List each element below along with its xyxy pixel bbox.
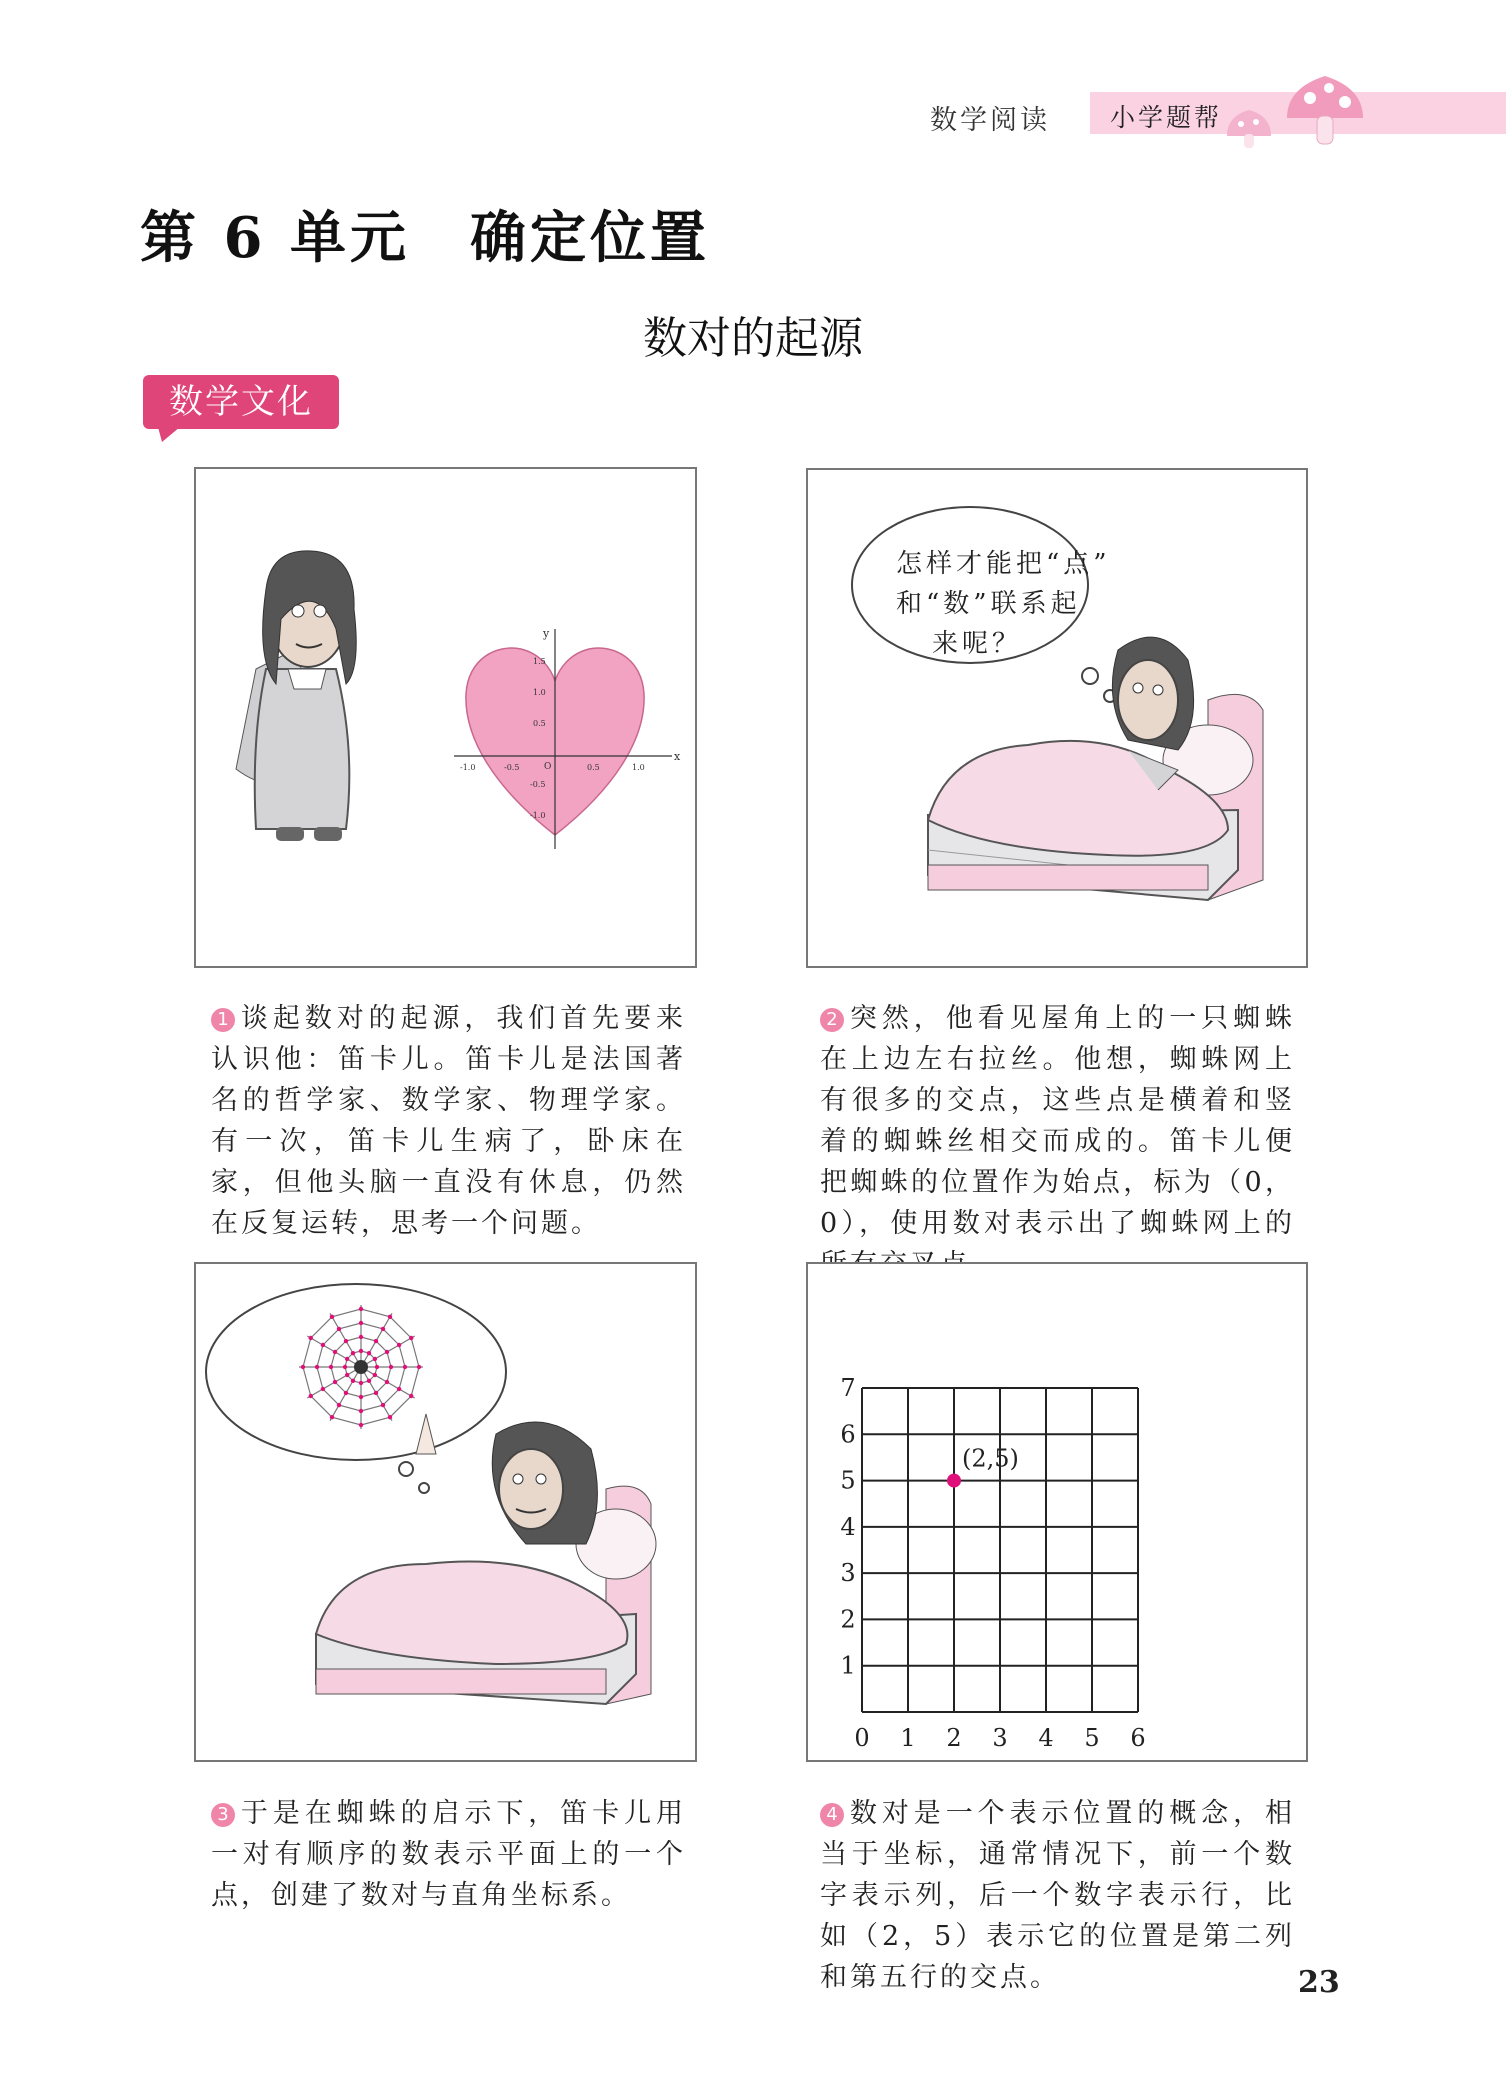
web-dot — [409, 1394, 413, 1398]
web-dot — [359, 1409, 363, 1413]
y-tick-label: 7 — [840, 1374, 856, 1402]
step-badge: 2 — [820, 1008, 844, 1032]
header-series-label: 数学阅读 — [930, 105, 1050, 136]
heart-x-label: x — [674, 750, 681, 763]
web-dot — [359, 1335, 363, 1339]
heart-origin: O — [544, 762, 552, 772]
web-dot — [301, 1365, 305, 1369]
web-dot — [351, 1379, 355, 1383]
x-tick-label: 1 — [900, 1724, 916, 1752]
caption-text: 数对是一个表示位置的概念，相当于坐标，通常情况下，前一个数字表示列，后一个数字表示行，比如（2，5）表示它的位置是第二列和第五行的交点。 — [820, 1798, 1295, 1993]
heart-x-tick: -0.5 — [504, 763, 520, 772]
web-dot — [385, 1380, 389, 1384]
web-dot — [409, 1336, 413, 1340]
web-dot — [333, 1380, 337, 1384]
heart-x-tick: -1.0 — [460, 763, 476, 772]
heart-y-tick: 1.5 — [533, 657, 546, 666]
heart-y-label: y — [543, 627, 550, 640]
tag-pointer — [158, 427, 180, 443]
x-tick-label: 2 — [946, 1724, 962, 1752]
web-dot — [344, 1339, 348, 1343]
descartes-heart-illustration — [196, 469, 695, 966]
web-dot — [397, 1343, 401, 1347]
heart-y-tick: -1.0 — [530, 811, 546, 820]
web-dot — [333, 1350, 337, 1354]
panel-2-illustration — [806, 468, 1308, 968]
step-badge: 4 — [820, 1803, 844, 1827]
step-badge: 3 — [211, 1803, 235, 1827]
web-dot — [403, 1365, 407, 1369]
caption-text: 突然，他看见屋角上的一只蜘蛛在上边左右拉丝。他想，蜘蛛网上有很多的交点，这些点是横着和竖着的蜘蛛丝相交而成的。笛卡儿便把蜘蛛的位置作为始点，标为（0，0），使用数对表示出了蜘蛛网上的 — [820, 1003, 1295, 1239]
heart-y-tick: -0.5 — [530, 780, 546, 789]
spider-web-illustration — [196, 1264, 695, 1760]
web-dot — [374, 1339, 378, 1343]
heart-x-tick: 1.0 — [632, 763, 645, 772]
web-dot — [321, 1343, 325, 1347]
web-dot — [321, 1387, 325, 1391]
y-tick-label: 5 — [840, 1466, 856, 1495]
page-number: 23 — [1298, 1965, 1340, 2000]
y-tick-label: 1 — [840, 1651, 856, 1680]
y-tick-label: 4 — [840, 1512, 856, 1541]
web-dot — [367, 1351, 371, 1355]
web-dot — [374, 1391, 378, 1395]
web-dot — [345, 1357, 349, 1361]
web-dot — [389, 1365, 393, 1369]
thought-bubble-line: 来呢？ — [932, 629, 1023, 659]
y-tick-label: 2 — [840, 1605, 856, 1634]
web-dot — [359, 1423, 363, 1427]
web-dot — [343, 1365, 347, 1369]
web-dot — [385, 1350, 389, 1354]
web-dot — [351, 1351, 355, 1355]
web-dot — [373, 1357, 377, 1361]
web-dot — [373, 1373, 377, 1377]
web-dot — [330, 1315, 334, 1319]
heart-plot — [454, 627, 681, 849]
x-tick-label: 4 — [1038, 1724, 1054, 1752]
caption-1 — [211, 998, 686, 1244]
section-tag: 数学文化 — [143, 375, 339, 429]
web-dot — [417, 1365, 421, 1369]
caption-4 — [820, 1793, 1295, 1998]
web-dot — [388, 1315, 392, 1319]
web-dot — [359, 1321, 363, 1325]
x-tick-label: 3 — [992, 1724, 1008, 1752]
unit-title: 第 6 单元 确定位置 — [140, 205, 710, 271]
web-dot — [381, 1403, 385, 1407]
web-dot — [397, 1387, 401, 1391]
thought-bubble-line: 怎样才能把“点” — [896, 549, 1111, 579]
web-dot — [315, 1365, 319, 1369]
web-dot — [309, 1336, 313, 1340]
x-tick-label: 6 — [1130, 1724, 1146, 1752]
heart-y-tick: 0.5 — [533, 719, 546, 728]
data-point-label: (2,5) — [962, 1444, 1019, 1473]
web-dot — [359, 1349, 363, 1353]
web-dot — [367, 1379, 371, 1383]
web-dot — [359, 1381, 363, 1385]
web-dot — [375, 1365, 379, 1369]
coordinate-grid — [808, 1264, 1306, 1760]
y-tick-label: 3 — [840, 1559, 856, 1588]
web-dot — [381, 1327, 385, 1331]
web-dot — [329, 1365, 333, 1369]
data-point — [947, 1474, 961, 1488]
caption-2 — [820, 998, 1295, 1285]
web-dot — [359, 1395, 363, 1399]
thought-bubble-line: 和“数”联系起 — [896, 589, 1081, 619]
panel-3-illustration — [194, 1262, 697, 1762]
web-dot — [345, 1373, 349, 1377]
panel-1-illustration — [194, 467, 697, 968]
y-tick-label: 6 — [840, 1420, 856, 1449]
panel-4-grid-chart — [806, 1262, 1308, 1762]
web-dot — [309, 1394, 313, 1398]
step-badge: 1 — [211, 1008, 235, 1032]
caption-3 — [211, 1793, 686, 1916]
spider-icon — [354, 1360, 368, 1374]
heart-y-tick: 1.0 — [533, 688, 546, 697]
web-dot — [337, 1327, 341, 1331]
caption-text: 于是在蜘蛛的启示下，笛卡儿用一对有顺序的数表示平面上的一个点，创建了数对与直角坐标系。 — [211, 1798, 686, 1911]
article-title: 数对的起源 — [643, 313, 863, 364]
web-dot — [359, 1307, 363, 1311]
x-tick-label: 5 — [1084, 1724, 1100, 1752]
heart-x-tick: 0.5 — [587, 763, 600, 772]
web-dot — [337, 1403, 341, 1407]
mushroom-icon — [1225, 58, 1365, 148]
web-dot — [344, 1391, 348, 1395]
x-tick-label: 0 — [854, 1724, 870, 1752]
web-dot — [388, 1415, 392, 1419]
header-brand-label: 小学题帮 — [1110, 103, 1223, 132]
web-dot — [330, 1415, 334, 1419]
descartes-figure — [236, 551, 356, 841]
caption-text: 谈起数对的起源，我们首先要来认识他：笛卡儿。笛卡儿是法国著名的哲学家、数学家、物理学家。有一次，笛卡儿生病了，卧床在家，但他头脑一直没有休息，仍然在反复运转，思考一个问题。 — [211, 1003, 686, 1239]
